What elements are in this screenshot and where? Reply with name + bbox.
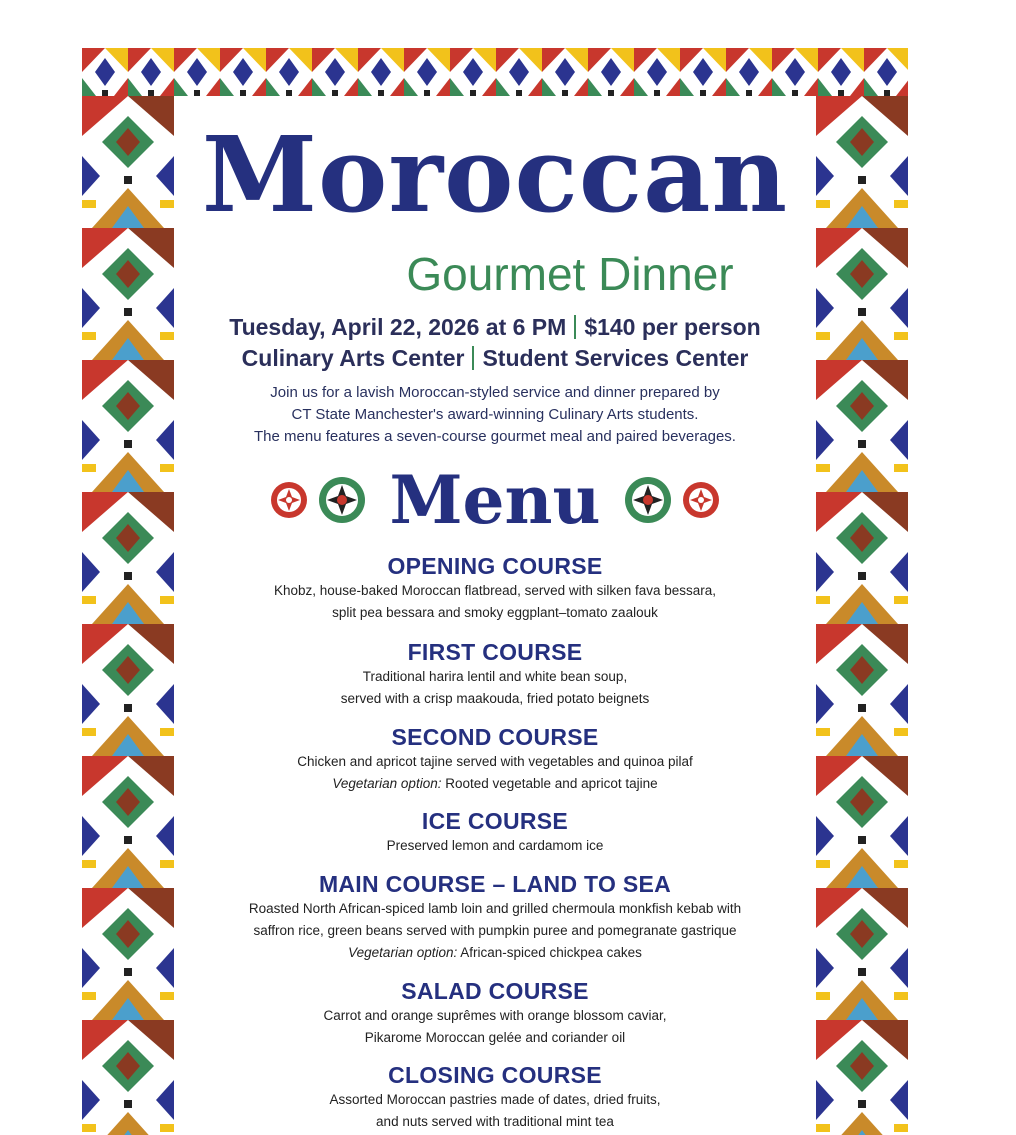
- course-line: and nuts served with traditional mint tea: [376, 1114, 614, 1129]
- course-line: Chicken and apricot tajine served with vegetables and quinoa pilaf: [297, 754, 693, 769]
- vegetarian-line: [174, 942, 816, 964]
- tile-border-right: [816, 96, 908, 1135]
- menu-heading: Menu: [389, 461, 601, 539]
- course-line: Traditional harira lentil and white bean soup,: [362, 669, 628, 684]
- course-line: Khobz, house-baked Moroccan flatbread, served with silken fava bessara,: [274, 583, 716, 598]
- course-description: [174, 666, 816, 710]
- course-line: saffron rice, green beans served with pumpkin puree and pomegranate gastrique: [253, 923, 737, 938]
- course-main: [174, 870, 816, 964]
- course-line: Roasted North African-spiced lamb loin and grilled chermoula monkfish kebab with: [248, 901, 742, 916]
- course-description: [174, 898, 816, 964]
- course-heading: SECOND COURSE: [391, 724, 599, 750]
- separator: [574, 315, 576, 339]
- rosette-red-icon: [681, 480, 721, 520]
- rosette-red-icon: [269, 480, 309, 520]
- course-description: [174, 1005, 816, 1049]
- tile-border-left: [82, 96, 174, 1135]
- event-venues: [174, 343, 816, 373]
- intro-line: The menu features a seven-course gourmet meal and paired beverages.: [254, 428, 736, 445]
- menu-flyer: [174, 96, 816, 1135]
- course-salad: [174, 977, 816, 1049]
- course-closing: [174, 1061, 816, 1133]
- rosette-green-icon: [623, 475, 673, 525]
- title-main: Moroccan: [201, 113, 789, 236]
- vegetarian-label: Vegetarian option:: [348, 945, 458, 960]
- course-heading: ICE COURSE: [421, 808, 569, 834]
- course-line: Preserved lemon and cardamom ice: [386, 838, 604, 853]
- course-line: split pea bessara and smoky eggplant–tomato zaalouk: [332, 605, 658, 620]
- course-description: [174, 1089, 816, 1133]
- zellige-pattern-top: [82, 48, 908, 96]
- course-line: served with a crisp maakouda, fried potato beignets: [340, 691, 650, 706]
- vegetarian-text: African-spiced chickpea cakes: [457, 945, 642, 960]
- course-line: Assorted Moroccan pastries made of dates, dried fruits,: [329, 1092, 661, 1107]
- course-first: [174, 638, 816, 710]
- course-heading: OPENING COURSE: [387, 553, 603, 579]
- separator: [472, 346, 474, 370]
- vegetarian-text: Rooted vegetable and apricot tajine: [441, 776, 658, 791]
- event-price: $140 per person: [584, 314, 761, 340]
- course-second: [174, 723, 816, 795]
- course-description: [174, 580, 816, 624]
- course-line: Pikarome Moroccan gelée and coriander oil: [364, 1030, 626, 1045]
- course-heading: MAIN COURSE – LAND TO SEA: [318, 871, 672, 897]
- course-heading: CLOSING COURSE: [388, 1062, 602, 1088]
- intro-text: [174, 382, 816, 448]
- course-heading: SALAD COURSE: [401, 978, 589, 1004]
- course-description: [174, 751, 816, 795]
- course-opening: [174, 552, 816, 624]
- title-sub: Gourmet Dinner: [406, 248, 734, 300]
- vegetarian-label: Vegetarian option:: [332, 776, 442, 791]
- event-venue-1: Culinary Arts Center: [241, 345, 465, 371]
- tile-border-top: [82, 48, 908, 96]
- course-ice: [174, 807, 816, 857]
- vegetarian-line: [174, 773, 816, 795]
- course-description: [174, 835, 816, 857]
- intro-line: CT State Manchester's award-winning Culinary Arts students.: [291, 406, 699, 423]
- course-heading: FIRST COURSE: [407, 639, 583, 665]
- menu-heading-row: [174, 458, 816, 542]
- course-line: Carrot and orange suprêmes with orange blossom caviar,: [323, 1008, 667, 1023]
- event-venue-2: Student Services Center: [482, 345, 749, 371]
- intro-line: Join us for a lavish Moroccan-styled service and dinner prepared by: [270, 384, 720, 401]
- zellige-pattern-left: [82, 96, 174, 1135]
- event-date-time: Tuesday, April 22, 2026 at 6 PM: [229, 314, 567, 340]
- event-date-price: [174, 312, 816, 342]
- zellige-pattern-right: [816, 96, 908, 1135]
- rosette-green-icon: [317, 475, 367, 525]
